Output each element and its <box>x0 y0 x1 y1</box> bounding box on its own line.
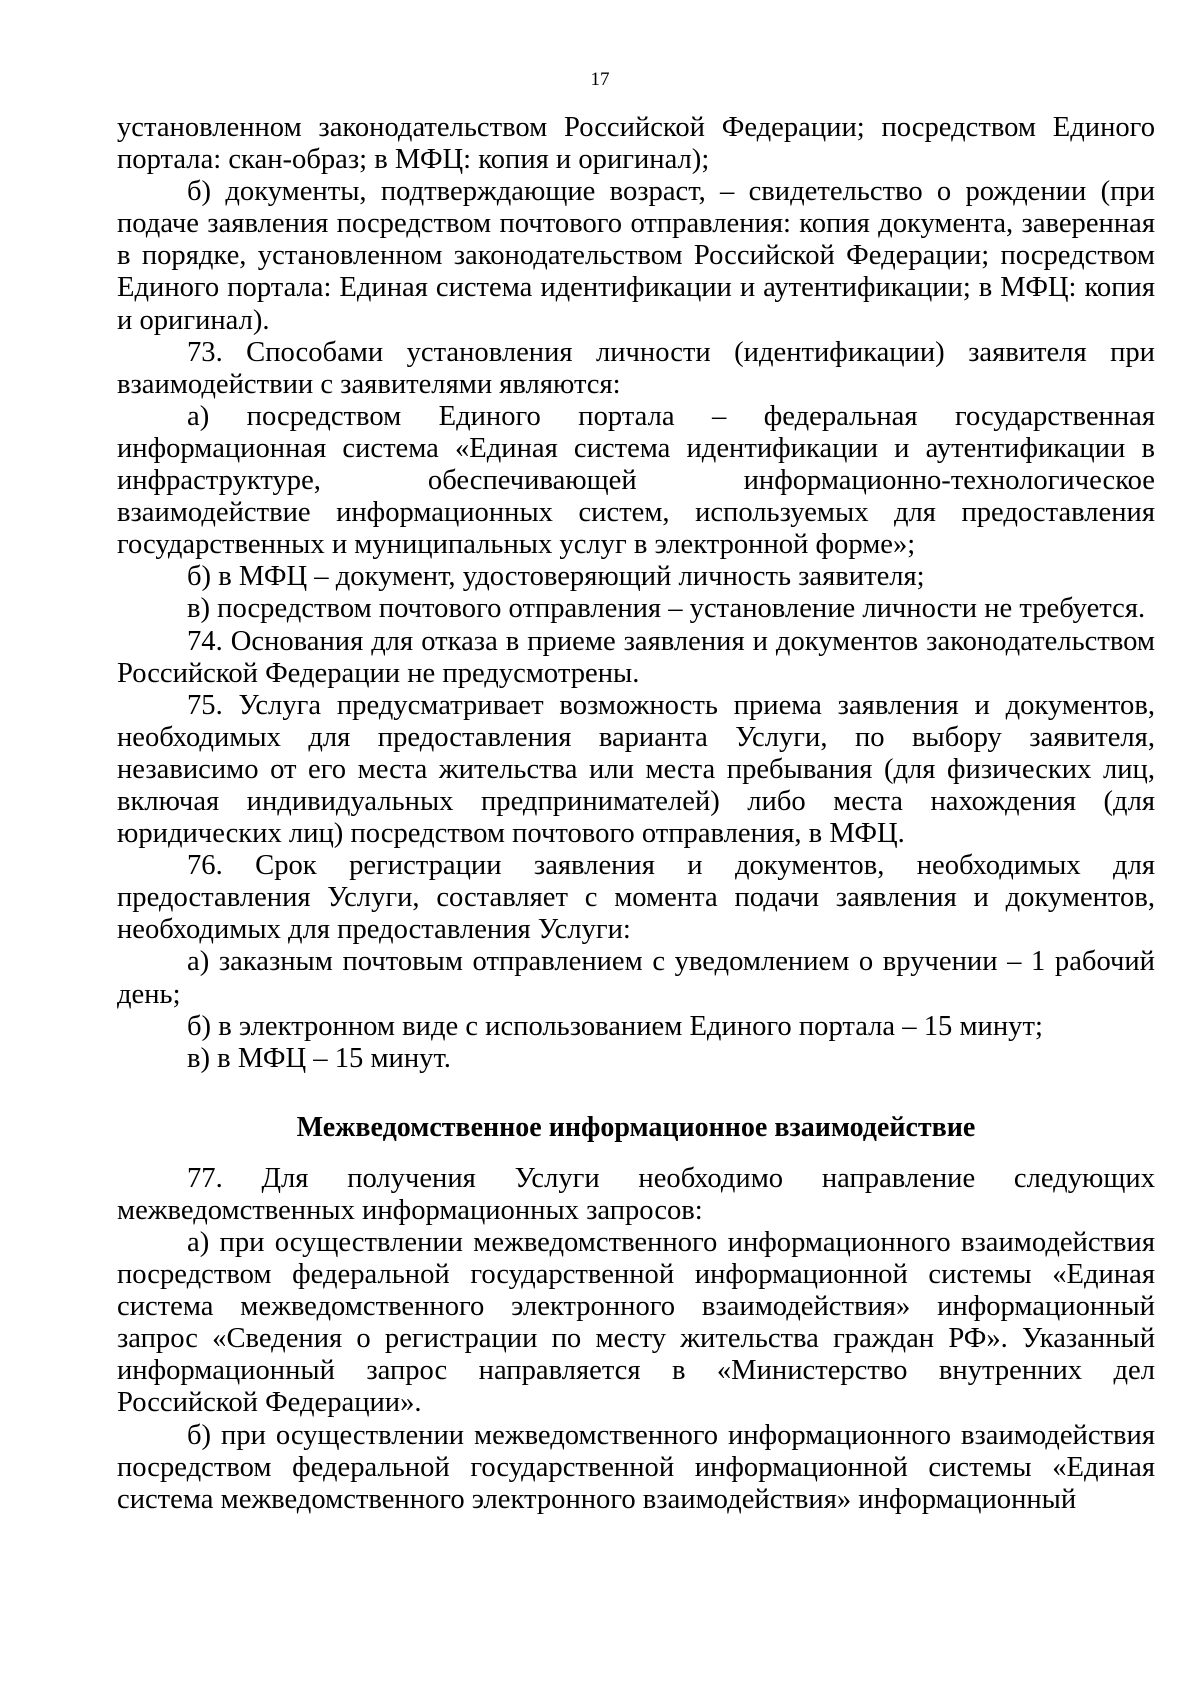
paragraph: а) посредством Единого портала – федеральная государственная информационная система «Единая система идентификации и аутентификации в инфраструктуре, обеспечивающей информационно-технологическое взаимодействие информационных систем, используемых для предоставления государственных и муниципальных услуг в электронной форме»; <box>117 400 1155 561</box>
paragraph: в) посредством почтового отправления – установление личности не требуется. <box>187 593 1146 625</box>
paragraph: а) заказным почтовым отправлением с уведомлением о вручении – 1 рабочий день; <box>117 946 1155 1010</box>
paragraph: б) документы, подтверждающие возраст, – свидетельство о рождении (при подаче заявления посредством почтового отправления: копия документа, заверенная в порядке, установленном законодательством Российской Федерации; посредством Единого портала: Единая система идентификации и аутентификации; в МФЦ: копия и оригинал). <box>117 176 1155 336</box>
page-number: 17 <box>590 69 610 90</box>
paragraph: а) при осуществлении межведомственного информационного взаимодействия посредством федеральной государственной информационной системы «Единая система межведомственного электронного взаимодействия» информационный запрос «Сведения о регистрации по месту жительства граждан РФ». Указанный информационный запрос направляется в «Министерство внутренних дел Российской Федерации». <box>117 1227 1155 1419</box>
section-heading: Межведомственное информационное взаимодействие <box>296 1111 976 1143</box>
paragraph: б) в МФЦ – документ, удостоверяющий личность заявителя; <box>187 561 925 593</box>
paragraph: б) в электронном виде с использованием Единого портала – 15 минут; <box>187 1010 1043 1042</box>
paragraph: б) при осуществлении межведомственного информационного взаимодействия посредством федеральной государственной информационной системы «Единая система межведомственного электронного взаимодействия» информационный <box>117 1419 1155 1515</box>
paragraph: 74. Основания для отказа в приеме заявления и документов законодательством Российской Федерации не предусмотрены. <box>117 625 1155 689</box>
paragraph: 75. Услуга предусматривает возможность приема заявления и документов, необходимых для предоставления варианта Услуги, по выбору заявителя, независимо от его места жительства или места пребывания (для физических лиц, включая индивидуальных предпринимателей) либо места нахождения (для юридических лиц) посредством почтового отправления, в МФЦ. <box>117 689 1155 850</box>
paragraph: 73. Способами установления личности (идентификации) заявителя при взаимодействии с заявителями являются: <box>117 336 1155 400</box>
document-body <box>117 112 1155 1516</box>
paragraph: 76. Срок регистрации заявления и документов, необходимых для предоставления Услуги, составляет с момента подачи заявления и документов, необходимых для предоставления Услуги: <box>117 850 1155 946</box>
paragraph: 77. Для получения Услуги необходимо направление следующих межведомственных информационных запросов: <box>117 1162 1155 1226</box>
paragraph: установленном законодательством Российской Федерации; посредством Единого портала: скан-образ; в МФЦ: копия и оригинал); <box>117 112 1155 176</box>
paragraph: в) в МФЦ – 15 минут. <box>187 1042 451 1074</box>
